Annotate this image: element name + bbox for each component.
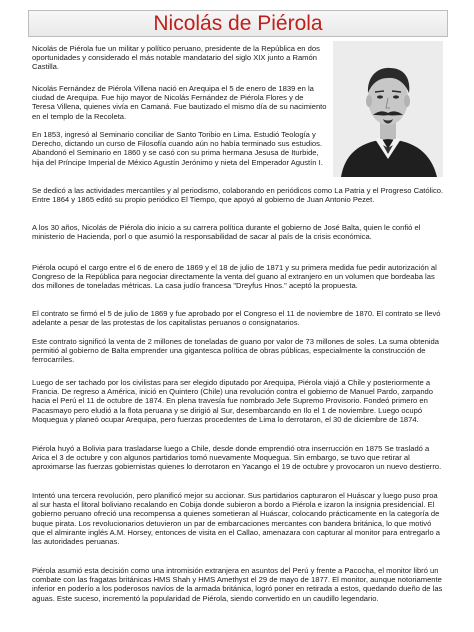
paragraph-revolution-1875: Piérola huyó a Bolivia para trasladarse luego a Chile, desde donde emprendió otra inserrucción en 1875 Se trasladó a Arica el 3 de octubre y con algunos partidarios tomó nuevamente Moquegua. Sin embargo, se tuvo que retirar al aproximarse las fuerzas gobiernistas quienes lo derrotaron en Yacango el 19 de octubre y provocaron un nuevo destierro. xyxy=(32,444,442,472)
paragraph-birth: Nicolás Fernández de Piérola Villena nació en Arequipa el 5 de enero de 1839 en la ciudad de Arequipa. Fue hijo mayor de Nicolás Fernández de Piérola Flores y de Teresa Villena, quienes vivía en Camaná. Fue bautizado el mismo día de su nacimiento en el templo de la Recoleta. xyxy=(32,84,327,121)
title-banner xyxy=(28,10,448,37)
paragraph-railways: Este contrato significó la venta de 2 millones de toneladas de guano por valor de 73 millones de soles. La suma obtenida permitió al gobierno de Balta emprender una gigantesca política de obras públicas, especialmente la construcción de ferrocarriles. xyxy=(32,337,439,365)
paragraph-guano-sale: Piérola ocupó el cargo entre el 6 de enero de 1869 y el 18 de julio de 1871 y su primera medida fue pedir autorización al Congreso de la República para negociar directamente la venta del guano al extranjero en un volumen que bordeaba las dos millones de toneladas métricas. La casa judío francesa "Dreyfus Hnos." aceptó la propuesta. xyxy=(32,263,437,291)
paragraph-journalism: Se dedicó a las actividades mercantiles y al periodismo, colaborando en periódicos como La Patria y el Progreso Católico. Entre 1864 y 1865 editó su propio periódico El Tiempo, que apoyó al gobierno de Juan Antonio Pezet. xyxy=(32,186,444,205)
paragraph-intro: Nicolás de Piérola fue un militar y político peruano, presidente de la República en dos oportunidades y considerado el más notable mandatario del siglo XIX junto a Ramón Castilla. xyxy=(32,44,320,72)
portrait-photo xyxy=(333,41,443,177)
paragraph-huascar: Intentó una tercera revolución, pero planificó mejor su accionar. Sus partidarios capturaron el Huáscar y luego puso proa al sur hasta el litoral boliviano recalando en Cobija donde subieron a bordo a Piérola e izaron la insignia presidencial. El gobierno peruano ofreció una recompensa a quienes sometieran al Huáscar, colocando prácticamente en la categoría de buque pirata. Los revolucionarios detuvieron un par de embarcaciones mercantes con bandera británica, lo que motivó que el almirante inglés A.M. Horsey, entonces de visita en el Callao, amenazara con capturar al monitor para entregarlo a las autoridades peruanas. xyxy=(32,491,441,547)
portrait-icon xyxy=(333,41,443,177)
paragraph-seminary: En 1853, ingresó al Seminario conciliar de Santo Toribio en Lima. Estudió Teología y Derecho, dictando un curso de Filosofía cuando aún no había terminado sus estudios. Abandonó el Seminario en 1860 y se casó con su prima hermana Jesusa de Iturbide, hija del Príncipe Imperial de México Agustín Jerónimo y nieta del Emperador Agustín I. xyxy=(32,130,323,167)
page-title: Nicolás de Piérola xyxy=(153,12,323,35)
paragraph-ministry: A los 30 años, Nicolás de Piérola dio inicio a su carrera política durante el gobierno de José Balta, quien le confió el ministerio de Hacienda, porl o que asumió la responsabilidad de sacar al país de la crisis económica. xyxy=(32,223,421,242)
paragraph-revolution-1874: Luego de ser tachado por los civilistas para ser elegido diputado por Arequipa, Piérola viajó a Chile y posteriormente a Francia. De regreso a América, inició en Quintero (Chile) una revolución contra el gobierno de Manuel Pardo, zarpando hacia el Perú el 11 de octubre de 1874. En plena travesía fue nombrado Jefe Supremo Provisorio. Fondeó primero en Pacasmayo pero eludió a la flota peruana y se dirigió al Sur, desembarcando en Ilo el 1 de noviembre. Luego ocupó Moquegua y planeó ocupar Arequipa, pero fuerzas procedentes de Lima lo derrotaron, el 30 de diciembre de 1874. xyxy=(32,378,434,424)
paragraph-pacocha: Piérola asumió esta decisión como una intromisión extranjera en asuntos del Perú y frente a Pacocha, el monitor libró un combate con las fragatas británicas HMS Shah y HMS Amethyst el 29 de mayo de 1877. El monitor, aunque notoriamente inferior en poderío a los poderosos navíos de la armada británica, logró poner en retirada a estos, quedando dueño de las aguas. Este suceso, incrementó la popularidad de Piérola, siendo convertido en un caudillo legendario. xyxy=(32,566,443,603)
paragraph-contract: El contrato se firmó el 5 de julio de 1869 y fue aprobado por el Congreso el 11 de noviembre de 1870. El contrato se llevó adelante a pesar de las protestas de los capitalistas peruanos o consignatarios. xyxy=(32,309,441,328)
